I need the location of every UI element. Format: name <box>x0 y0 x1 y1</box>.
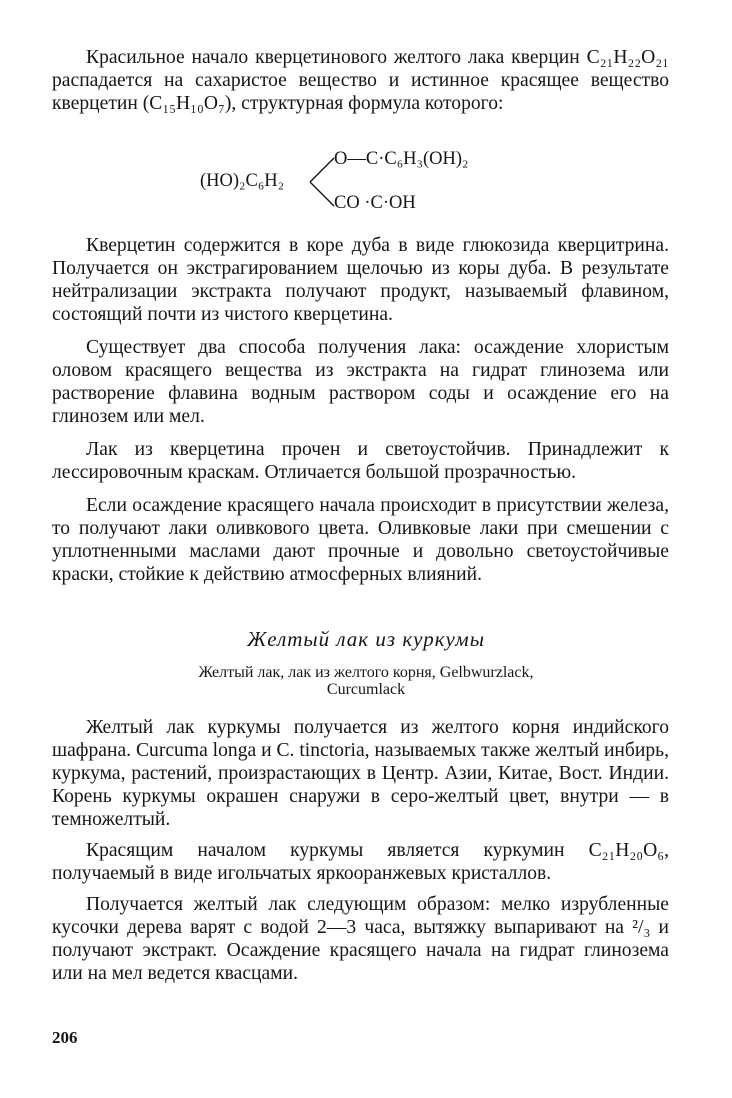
paragraph-1: Кверцетин содержится в коре дуба в виде глюкозида кверцитрина. Получается он экстрагированием щелочью из коры дуба. В результате нейтрализации экстракта получают продукт, называемый флавином, состоящий почти из чистого кверцетина. <box>52 235 669 325</box>
quercetin-formula <box>200 146 530 216</box>
middle-block <box>52 234 669 586</box>
subtitle-line-2: Curcumlack <box>326 681 406 698</box>
section-title: Желтый лак из куркумы <box>247 627 485 651</box>
paragraph-5: Желтый лак куркумы получается из желтого корня индийского шафрана. Curcuma longa и C. tinctoria, называемых также желтый инбирь, куркума, растений, произрастающих в Центр. Азии, Китае, Вост. Индии. Корень куркумы окрашен снаружи в серо-желтый цвет, внутри — в темножелтый. <box>52 717 669 830</box>
paragraph-6: Красящим началом куркумы является куркумин C₂₁H₂₀O₆, получаемый в виде игольчатых яркооранжевых кристаллов. <box>52 840 669 884</box>
paragraph-intro: Красильное начало кверцетинового желтого лака кверцин C₂₁H₂₂O₂₁ распадается на сахаристое вещество и истинное красящее вещество кверцетин (C₁₅H₁₀O₇), структурная формула которого: <box>52 47 669 114</box>
subtitle-line-1: Желтый лак, лак из желтого корня, Gelbwurzlack, <box>198 664 534 681</box>
section-subtitle <box>0 664 732 698</box>
formula-branch-lines <box>308 154 336 210</box>
paragraph-7: Получается желтый лак следующим образом: мелко изрубленные кусочки дерева варят с водой 2—3 часа, вытяжку выпаривают на ²/₃ и получают экстракт. Осаждение красящего начала на гидрат глинозема или на мел ведется квасцами. <box>52 894 669 984</box>
intro-block <box>52 46 669 115</box>
formula-left: (HO)₂C₆H₂ <box>200 171 285 191</box>
formula-bottom: CO ·C·OH <box>334 193 416 213</box>
paragraph-4: Если осаждение красящего начала происходит в присутствии железа, то получают лаки оливкового цвета. Оливковые лаки при смешении с уплотненными маслами дают прочные и довольно светоустойчивые краски, стойкие к действию атмосферных влияний. <box>52 495 669 585</box>
paragraph-2: Существует два способа получения лака: осаждение хлористым оловом красящего вещества из экстракта на гидрат глинозема или растворение флавина водным раствором соды и осаждение его на глинозем или мел. <box>52 337 669 427</box>
bottom-block <box>52 716 669 985</box>
page-number: 206 <box>52 1028 78 1047</box>
paragraph-3: Лак из кверцетина прочен и светоустойчив. Принадлежит к лессировочным краскам. Отличается большой прозрачностью. <box>52 439 669 483</box>
formula-top: O—C·C₆H₃(OH)₂ <box>334 149 469 169</box>
